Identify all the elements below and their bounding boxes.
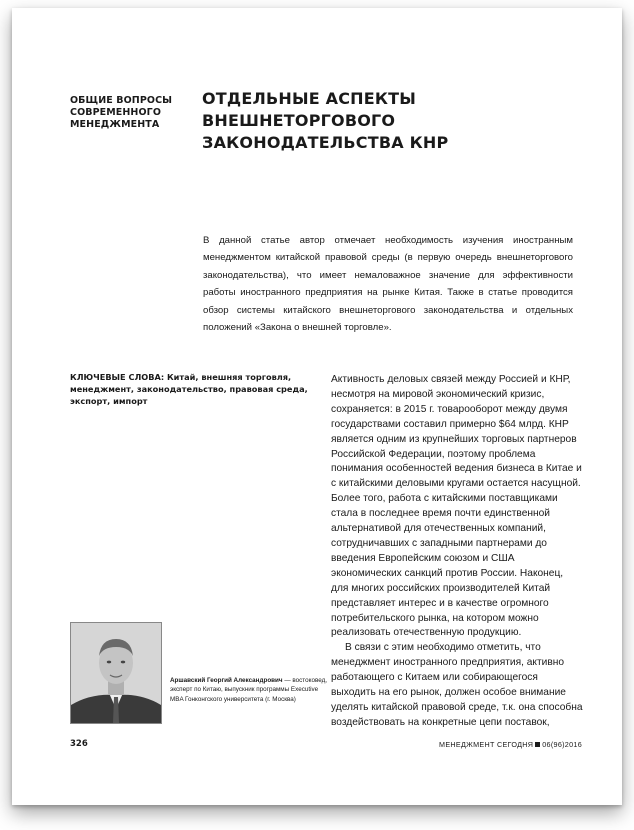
keywords-label: КЛЮЧЕВЫЕ СЛОВА:: [70, 372, 165, 382]
journal-name: МЕНЕДЖМЕНТ СЕГОДНЯ: [439, 740, 534, 749]
article-abstract: В данной статье автор отмечает необходимость изучения иностранным менеджментом китайской правовой среды (в первую очередь внешнеторгового законодательства), что имеет немаловажное значение для эффективности работы иностранного предприятия на рынке Китая. Также в статье проводится обзор системы китайского внешнеторгового законодательства и отдельных положений «Закона о внешней торговле».: [203, 235, 573, 334]
author-photo: [70, 622, 162, 724]
journal-issue: 06(96)2016: [542, 740, 582, 749]
body-paragraph-1: Активность деловых связей между Россией и КНР, несмотря на мировой экономический кризис, сохраняется: в 2015 г. товарооборот между двумя государствами составил примерно $64 млрд. КНР является одним из крупнейших торговых партнеров Российской Федерации, поэтому проблема понимания особенностей ведения бизнеса в Китае и с китайскими деловыми кругами остается насущной. Более того, работа с китайскими поставщиками стала в последнее время почти единственной альтернативой для отечественных компаний, сотрудничавших с западными партнерами до введения Европейским союзом и США экономических санкций против России. Наконец, для многих российских производителей Китай представляет интерес и в качестве огромного потребительского рынка, на котором можно реализовать отечественную продукцию.: [331, 374, 582, 639]
author-info: [170, 676, 330, 704]
author-role: востоковед, эксперт по Китаю, выпускник программы Executive MBA Гонконгского университета (г. Москва): [170, 677, 328, 703]
body-paragraph-2: В связи с этим необходимо отметить, что менеджмент иностранного предприятия, активно работающего с Китаем или собирающегося выходить на его рынок, должен особое внимание уделять китайской правовой среде, т.к. она способна воздействовать на конкретные цепи поставок,: [331, 642, 583, 728]
journal-footer: [439, 740, 582, 749]
article-title: ОТДЕЛЬНЫЕ АСПЕКТЫ ВНЕШНЕТОРГОВОГО ЗАКОНОДАТЕЛЬСТВА КНР: [202, 89, 449, 152]
author-dash: —: [282, 677, 293, 684]
keywords-text: Китай, внешняя торговля, менеджмент, законодательство, правовая среда, экспорт, импорт: [70, 372, 308, 406]
section-rubric: ОБЩИЕ ВОПРОСЫ СОВРЕМЕННОГО МЕНЕДЖМЕНТА: [70, 95, 173, 130]
keywords-block: [70, 371, 315, 407]
square-separator-icon: [535, 742, 540, 747]
body-column: [331, 373, 583, 731]
author-name: Аршавский Георгий Александрович: [170, 677, 283, 684]
page-number: 326: [70, 739, 88, 749]
author-portrait-icon: [71, 623, 161, 723]
